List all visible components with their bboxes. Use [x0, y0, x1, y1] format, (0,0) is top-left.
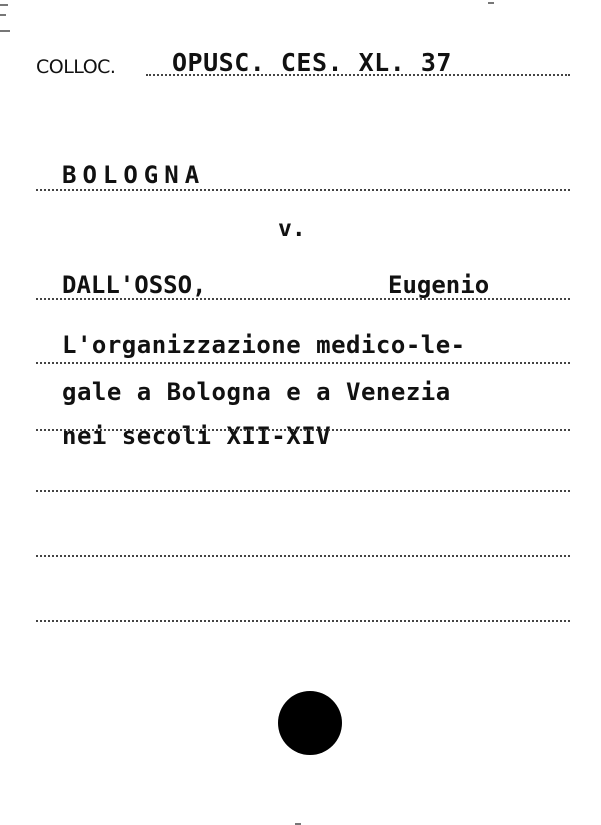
author-dotted-line: [36, 298, 570, 300]
scan-mark-top-left-1: [0, 4, 8, 6]
blank-dotted-line-1: [36, 490, 570, 492]
scan-mark-top-right: [488, 2, 494, 4]
colloc-label: COLLOC.: [36, 56, 116, 78]
title-dotted-line-3: [36, 429, 570, 431]
author-forename: Eugenio: [388, 271, 490, 299]
title-line-3: nei secoli XII-XIV: [62, 422, 332, 450]
subject-dotted-line: [36, 189, 570, 191]
colloc-dotted-line: [146, 74, 570, 76]
blank-dotted-line-2: [36, 555, 570, 557]
scan-mark-top-left-2: [0, 14, 6, 16]
title-dotted-line-1: [36, 362, 570, 364]
blank-dotted-line-3: [36, 620, 570, 622]
see-reference-mark: v.: [278, 216, 306, 242]
scan-mark-top-left-3: [0, 30, 10, 32]
title-line-2: gale a Bologna e a Venezia: [62, 378, 451, 406]
punch-hole: [278, 691, 342, 755]
colloc-value: OPUSC. CES. XL. 37: [172, 48, 452, 77]
author-surname: DALL'OSSO,: [62, 271, 207, 299]
subject-heading: BOLOGNA: [62, 161, 206, 189]
title-line-1: L'organizzazione medico-le-: [62, 331, 466, 359]
